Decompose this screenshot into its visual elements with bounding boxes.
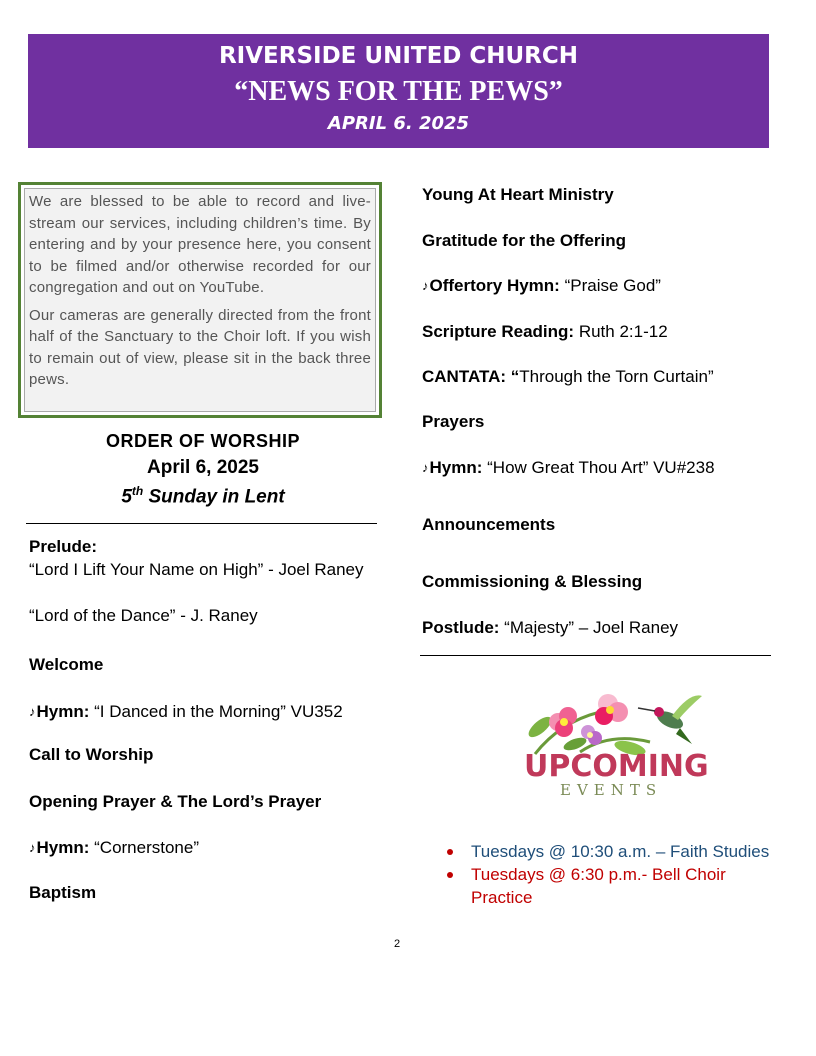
event-text: Tuesdays @ 10:30 a.m. – Faith Studies	[471, 842, 770, 861]
music-note-icon: ♪	[422, 278, 429, 293]
newsletter-banner	[28, 34, 769, 148]
scripture-reading-item: Scripture Reading: Ruth 2:1-12	[422, 322, 668, 341]
sunday-number: 5	[121, 486, 132, 508]
prayers-item: Prayers	[422, 412, 485, 431]
bullet-icon	[447, 849, 453, 855]
event-item	[445, 840, 775, 863]
call-to-worship-item: Call to Worship	[29, 745, 154, 764]
young-at-heart-item: Young At Heart Ministry	[422, 185, 614, 204]
flower-icon	[549, 707, 577, 737]
baptism-item: Baptism	[29, 883, 97, 902]
music-note-icon: ♪	[422, 460, 429, 475]
prelude-piece-2: “Lord of the Dance” - J. Raney	[29, 606, 258, 625]
church-name: RIVERSIDE UNITED CHURCH	[218, 43, 579, 69]
order-of-worship-heading: ORDER OF WORSHIP	[105, 431, 300, 451]
logo-events-text: EVENTS	[560, 781, 663, 799]
page-number: 2	[394, 938, 401, 950]
offertory-hymn-item: ♪Offertory Hymn: “Praise God”	[422, 276, 661, 295]
upcoming-events-list	[445, 840, 775, 909]
postlude-item: Postlude: “Majesty” – Joel Raney	[422, 618, 679, 637]
sunday-text: Sunday in Lent	[143, 486, 285, 508]
sunday-ordinal: th	[131, 484, 144, 498]
newsletter-date: APRIL 6. 2025	[327, 113, 470, 134]
sunday-in-lent	[28, 484, 378, 508]
event-text: Tuesdays @ 6:30 p.m.- Bell Choir Practice	[471, 865, 726, 907]
recording-notice-box	[18, 182, 382, 418]
hymn-item-1: ♪Hymn: “I Danced in the Morning” VU352	[29, 702, 343, 721]
welcome-item: Welcome	[29, 655, 104, 674]
notice-paragraph-2: Our cameras are generally directed from the front half of the Sanctuary to the Choir loft. If you wish to remain out of view, please sit in the back three pews.	[29, 306, 371, 388]
prelude-piece-1: “Lord I Lift Your Name on High” - Joel Raney	[29, 560, 364, 579]
logo-upcoming-text: UPCOMING	[524, 749, 709, 784]
announcements-item: Announcements	[422, 515, 556, 534]
upcoming-events-logo	[520, 682, 720, 812]
prelude-label: Prelude:	[29, 537, 98, 556]
hymn-item-3: ♪Hymn: “How Great Thou Art” VU#238	[422, 458, 715, 477]
order-of-worship-date: April 6, 2025	[147, 457, 259, 478]
notice-paragraph-1: We are blessed to be able to record and live-stream our services, including children’s time. By entering and by your presence here, you consent to be filmed and/or otherwise recorded for our congregation and out on YouTube.	[29, 193, 371, 296]
recording-notice-inner	[24, 188, 376, 412]
bullet-icon	[447, 872, 453, 878]
event-item	[445, 863, 775, 909]
flower-icon	[595, 694, 628, 725]
commissioning-item: Commissioning & Blessing	[422, 572, 643, 591]
newsletter-title: “NEWS FOR THE PEWS”	[234, 76, 563, 107]
divider-right	[420, 655, 771, 656]
cantata-item: CANTATA: “Through the Torn Curtain”	[422, 367, 714, 386]
gratitude-item: Gratitude for the Offering	[422, 231, 626, 250]
divider-left	[26, 523, 377, 524]
hymn-item-2: ♪Hymn: “Cornerstone”	[29, 838, 200, 857]
opening-prayer-item: Opening Prayer & The Lord’s Prayer	[29, 792, 322, 811]
music-note-icon: ♪	[29, 840, 36, 855]
hummingbird-icon	[638, 695, 702, 744]
music-note-icon: ♪	[29, 704, 36, 719]
